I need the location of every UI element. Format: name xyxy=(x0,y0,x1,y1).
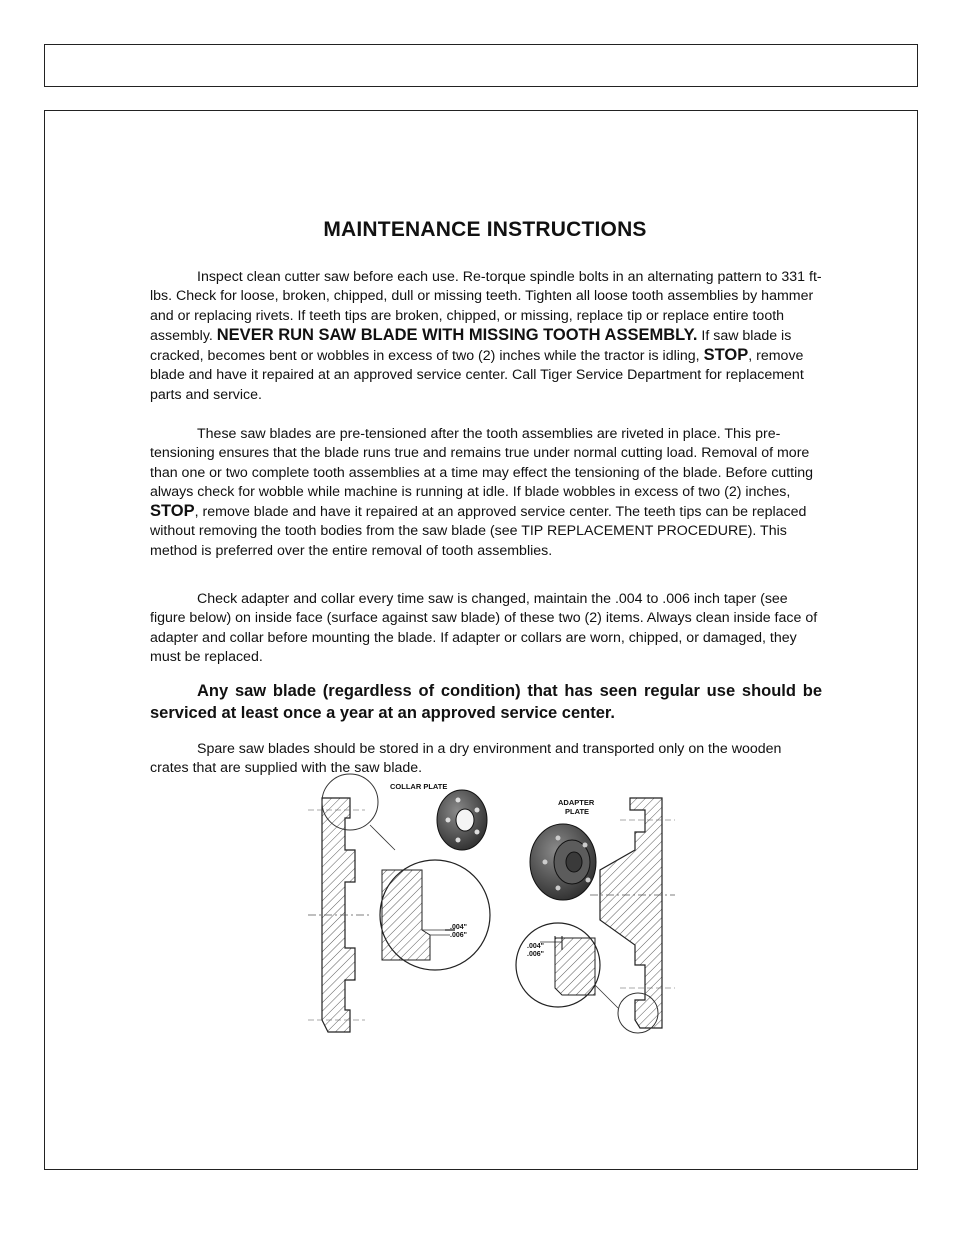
taper-diagram xyxy=(300,770,680,1045)
taper-bottom-label-right: .006" xyxy=(527,951,544,958)
collar-detail-magnifier xyxy=(380,860,490,970)
stop-emphasis: STOP xyxy=(150,502,195,521)
stop-emphasis: STOP xyxy=(703,346,749,365)
page-title: MAINTENANCE INSTRUCTIONS xyxy=(323,218,647,241)
taper-top-label-right: .004" xyxy=(527,943,544,950)
paragraph-adapter-collar xyxy=(150,590,822,667)
service-notice-text: Any saw blade (regardless of condition) that has seen regular use should be serviced at least once a year at an approved service center. xyxy=(150,682,822,722)
inspection-text: Inspect clean cutter saw before each use. Re-torque spindle bolts in an alternating pattern to 331 ft-lbs. Check for loose, broken, chipped, dull or missing teeth. Tighten all loose tooth assemblies by hammer and or replacing rivets. If teeth tips are broken, chipped, or missing, replace tip or replace entire tooth assembly. xyxy=(150,269,822,344)
taper-top-label-left: .004" xyxy=(450,924,467,931)
header-box xyxy=(44,44,918,87)
collar-plate-icon xyxy=(437,790,487,850)
taper-bottom-label-left: .006" xyxy=(450,932,467,939)
repair-text: , remove blade and have it repaired at an approved service center. Call Tiger Service Department for replacement parts and service. xyxy=(150,348,804,403)
adapter-collar-figure xyxy=(300,770,680,1045)
tensioning-text: These saw blades are pre-tensioned after the tooth assemblies are riveted in place. This pre-tensioning ensures that the blade runs true and remains true under normal cutting load. Removal of more than one or two complete tooth assemblies at a time may effect the tensioning of the blade. Before cutting always check for wobble while machine is running at idle. If blade wobbles in excess of two (2) inches, xyxy=(150,426,814,500)
tip-replacement-text: , remove blade and have it repaired at an approved service center. The teeth tips can be replaced without removing the tooth bodies from the saw blade (see TIP REPLACEMENT PROCEDURE). This method is preferred over the entire removal of tooth assemblies. xyxy=(150,504,807,559)
adapter-section-right xyxy=(585,798,675,1033)
adapter-collar-text: Check adapter and collar every time saw is changed, maintain the .004 to .006 inch taper (see figure below) on inside face (surface against saw blade) of these two (2) items. Always clean inside face of adapter and collar before mounting the blade. If adapter or collars are worn, chipped, or damaged, they must be replaced. xyxy=(150,591,818,665)
collar-plate-label: COLLAR PLATE xyxy=(390,782,448,791)
adapter-detail-magnifier xyxy=(516,923,600,1007)
storage-text: Spare saw blades should be stored in a dry environment and transported only on the wooden crates that are supplied with the saw blade. xyxy=(150,741,782,777)
adapter-plate-label-line1: ADAPTER xyxy=(558,798,595,807)
missing-tooth-warning: NEVER RUN SAW BLADE WITH MISSING TOOTH ASSEMBLY. xyxy=(216,325,698,344)
cracked-blade-text: If saw blade is cracked, becomes bent or wobbles in excess of two (2) inches while the tractor is idling, xyxy=(150,327,792,365)
paragraph-inspection xyxy=(150,268,822,405)
paragraph-tensioning xyxy=(150,425,822,561)
adapter-plate-icon xyxy=(530,824,596,900)
adapter-plate-label-line2: PLATE xyxy=(565,807,590,816)
paragraph-service-notice xyxy=(150,680,822,724)
